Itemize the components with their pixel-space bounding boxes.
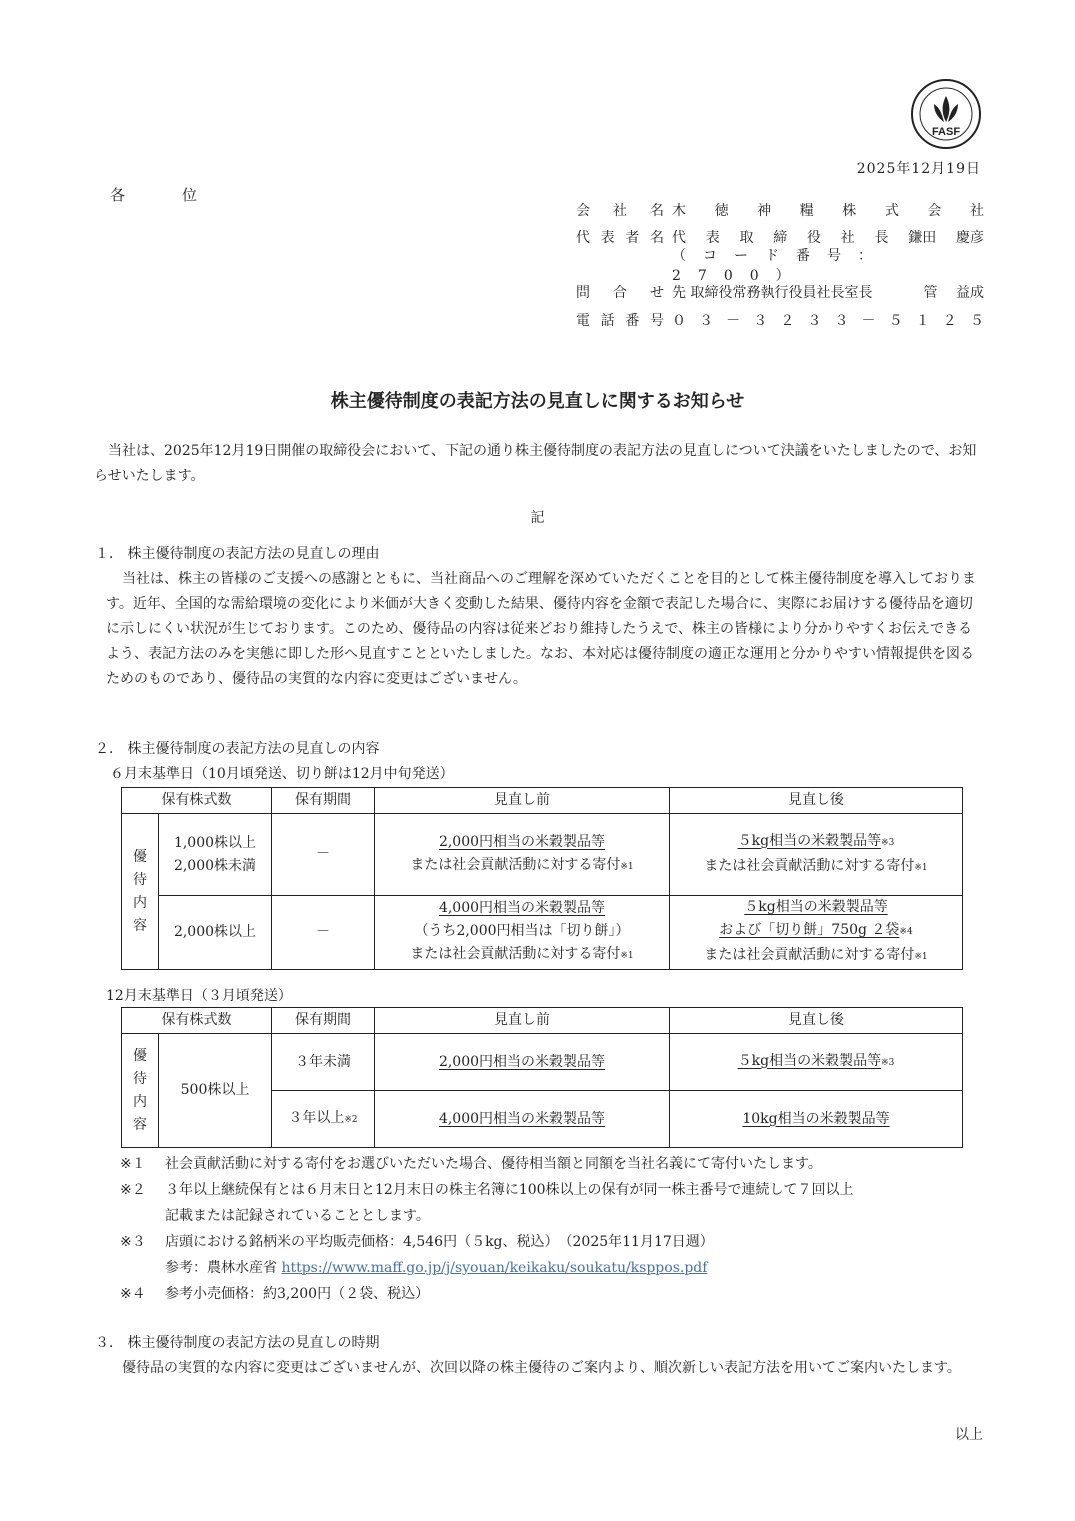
addressee: 各 位 [110,186,199,204]
maff-link[interactable]: https://www.maff.go.jp/j/syouan/keikaku/soukatu/ksppos.pdf [281,1260,708,1276]
table2-caption: 12月末基準日（３月頃発送） [106,988,292,1004]
logo-text: FASF [931,126,961,138]
code-row: （コード番号：2700） [672,247,889,284]
company-name-row: 会 社 名 木 徳 神 糧 株 式 会 社 [576,202,984,219]
section1-body: 当社は、株主の皆様のご支援への感謝とともに、当社商品へのご理解を深めていただくことを目的として株主優待制度を導入しております。近年、全国的な需給環境の変化により米価が大きく変動した結果、優待内容を金額で表記した場合に、実際にお届けする優待品を適切に示しにくい状況が生じております。このため、優待品の内容は従来どおり維持したうえで、株主の皆様により分かりやすくお伝えできるよう、表記方法のみを実態に即した形へ見直すことといたしました。なお、本対応は優待制度の適正な運用と分かりやすい情報提供を図るためのものであり、優待品の実質的な内容に変更はございません。 [106,571,976,687]
before-cell: 4,000円相当の米穀製品等 [375,1091,670,1148]
footnote-3-ref: 参考：農林水産省 https://www.maff.go.jp/j/syouan/keikaku/soukatu/ksppos.pdf [165,1260,708,1276]
before-cell: 2,000円相当の米穀製品等 [375,1034,670,1091]
ki-marker: 記 [530,510,545,526]
june-benefit-table [121,787,963,970]
header-after: 見直し後 [670,1008,963,1034]
december-benefit-table [121,1007,963,1148]
phone-row: 電 話 番 号 ０ ３ － ３ ２ ３ ３ － ５ １ ２ ５ [576,312,984,329]
header-period: 保有期間 [272,1008,375,1034]
closing-mark: 以上 [955,1427,983,1443]
header-shares: 保有株式数 [122,788,272,814]
intro-paragraph: 当社は、2025年12月19日開催の取締役会において、下記の通り株主優待制度の表記方法の見直しについて決議をいたしましたので、お知らせいたします。 [94,443,977,484]
period-cell: ３年以上※2 [272,1091,375,1148]
table1-caption: ６月末基準日（10月頃発送、切り餅は12月中旬発送） [110,766,454,782]
section3-heading: ３． 株主優待制度の表記方法の見直しの時期 [95,1335,380,1351]
table-header-row [122,788,963,814]
section1-heading: １． 株主優待制度の表記方法の見直しの理由 [95,546,380,562]
footnote-3: ※３ 店頭における銘柄米の平均販売価格：4,546円（５kg、税込） （2025年11月17日週） [120,1234,714,1250]
issue-date: 2025年12月19日 [856,161,981,177]
header-shares: 保有株式数 [122,1008,272,1034]
after-cell: ５kg相当の米穀製品等※3 または社会貢献活動に対する寄付※1 [670,814,963,896]
company-info [576,196,984,334]
shares-cell: 1,000株以上 2,000株未満 [159,814,272,896]
period-cell: － [272,814,375,896]
fasf-logo [910,78,982,150]
footnote-2-cont: 記載または記録されていることとします。 [165,1208,430,1224]
contact-row: 問 合 せ 先 取締役常務執行役員社長室長 管 益成 [576,285,984,302]
period-cell: － [272,896,375,970]
footnote-2: ※２ ３年以上継続保有とは６月末日と12月末日の株主名簿に100株以上の保有が同一株主番号で連続して７回以上 [120,1182,854,1198]
after-cell: ５kg相当の米穀製品等 および「切り餅」750g ２袋※4 または社会貢献活動に対する寄付※1 [670,896,963,970]
header-before: 見直し前 [375,788,670,814]
shares-cell: 2,000株以上 [159,896,272,970]
table-row [122,896,963,970]
section3-body: 優待品の実質的な内容に変更はございませんが、次回以降の株主優待のご案内より、順次新しい表記方法を用いてご案内いたします。 [122,1360,961,1376]
page-title: 株主優待制度の表記方法の見直しに関するお知らせ [330,391,745,412]
header-before: 見直し前 [375,1008,670,1034]
after-cell: ５kg相当の米穀製品等※3 [670,1034,963,1091]
shares-cell: 500株以上 [159,1034,272,1148]
table-header-row [122,1008,963,1034]
table-row [122,1034,963,1091]
footnote-4: ※４ 参考小売価格：約3,200円（２袋、税込） [120,1286,430,1302]
period-cell: ３年未満 [272,1034,375,1091]
side-label: 優 待 内 容 [122,814,159,970]
footnote-1: ※１ 社会貢献活動に対する寄付をお選びいただいた場合、優待相当額と同額を当社名義にて寄付いたします。 [120,1156,822,1172]
after-cell: 10kg相当の米穀製品等 [670,1091,963,1148]
side-label: 優 待 内 容 [122,1034,159,1148]
representative-row: 代 表 者 名 代 表 取 締 役 社 長 鎌田 慶彦 [576,230,984,247]
footnotes [120,1151,854,1307]
before-cell: 4,000円相当の米穀製品等 （うち2,000円相当は「切り餅」） または社会貢献活動に対する寄付※1 [375,896,670,970]
section2-heading: ２． 株主優待制度の表記方法の見直しの内容 [95,741,380,757]
table-row [122,814,963,896]
header-after: 見直し後 [670,788,963,814]
before-cell: 2,000円相当の米穀製品等 または社会貢献活動に対する寄付※1 [375,814,670,896]
header-period: 保有期間 [272,788,375,814]
